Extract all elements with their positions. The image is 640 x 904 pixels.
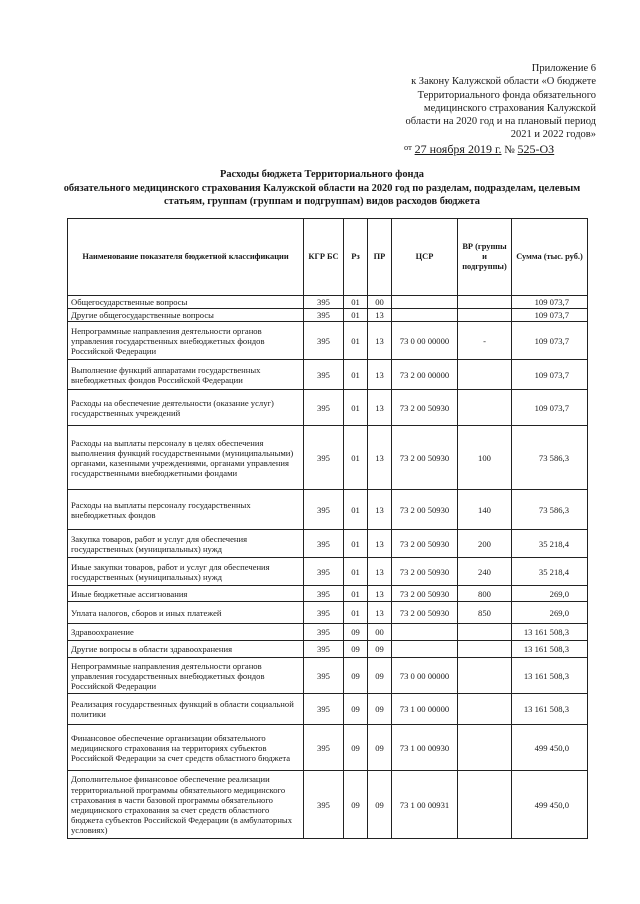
table-row	[68, 694, 588, 725]
cell-sum: 109 073,7	[512, 360, 588, 390]
law-dateline	[404, 142, 554, 157]
cell-pr: 13	[368, 530, 392, 558]
table-row	[68, 296, 588, 309]
cell-sum: 109 073,7	[512, 309, 588, 322]
cell-kgrbs: 395	[304, 602, 344, 624]
cell-vr	[458, 390, 512, 426]
cell-vr	[458, 360, 512, 390]
header-pr: ПР	[368, 219, 392, 296]
cell-rz: 01	[344, 602, 368, 624]
cell-vr	[458, 624, 512, 641]
cell-rz: 09	[344, 641, 368, 658]
header-name: Наименование показателя бюджетной классификации	[68, 219, 304, 296]
appendix-line: Территориального фонда обязательного	[417, 89, 596, 101]
table-row	[68, 586, 588, 602]
cell-rz: 01	[344, 322, 368, 360]
table-row	[68, 624, 588, 641]
cell-rz: 01	[344, 360, 368, 390]
table-row	[68, 641, 588, 658]
cell-sum: 269,0	[512, 602, 588, 624]
cell-vr	[458, 771, 512, 839]
cell-kgrbs: 395	[304, 296, 344, 309]
cell-name: Реализация государственных функций в области социальной политики	[68, 694, 304, 725]
cell-vr	[458, 725, 512, 771]
cell-rz: 01	[344, 390, 368, 426]
cell-sum: 499 450,0	[512, 725, 588, 771]
cell-vr: 140	[458, 490, 512, 530]
table-row	[68, 725, 588, 771]
cell-kgrbs: 395	[304, 426, 344, 490]
cell-rz: 09	[344, 624, 368, 641]
cell-kgrbs: 395	[304, 694, 344, 725]
cell-sum: 13 161 508,3	[512, 624, 588, 641]
cell-name: Иные бюджетные ассигнования	[68, 586, 304, 602]
cell-rz: 09	[344, 694, 368, 725]
table-row	[68, 490, 588, 530]
cell-rz: 01	[344, 426, 368, 490]
cell-name: Расходы на выплаты персоналу в целях обеспечения выполнения функций государственными (муниципальными) органами, казенными учреждениями, органами управления государственными внебюджетными фондами	[68, 426, 304, 490]
cell-pr: 09	[368, 658, 392, 694]
cell-csr: 73 1 00 00000	[392, 694, 458, 725]
cell-name: Непрограммные направления деятельности органов управления государственных внебюджетных фондов Российской Федерации	[68, 658, 304, 694]
cell-name: Иные закупки товаров, работ и услуг для обеспечения государственных (муниципальных) нужд	[68, 558, 304, 586]
cell-rz: 09	[344, 658, 368, 694]
cell-kgrbs: 395	[304, 558, 344, 586]
cell-pr: 00	[368, 296, 392, 309]
cell-name: Уплата налогов, сборов и иных платежей	[68, 602, 304, 624]
cell-name: Общегосударственные вопросы	[68, 296, 304, 309]
appendix-line: Приложение 6	[531, 63, 596, 74]
cell-sum: 13 161 508,3	[512, 641, 588, 658]
cell-rz: 01	[344, 558, 368, 586]
cell-csr: 73 2 00 50930	[392, 490, 458, 530]
cell-pr: 13	[368, 426, 392, 490]
cell-kgrbs: 395	[304, 322, 344, 360]
cell-pr: 09	[368, 725, 392, 771]
cell-vr: 100	[458, 426, 512, 490]
cell-sum: 269,0	[512, 586, 588, 602]
cell-vr: 200	[458, 530, 512, 558]
cell-kgrbs: 395	[304, 309, 344, 322]
dateline-from: от	[404, 142, 412, 152]
cell-rz: 09	[344, 725, 368, 771]
cell-pr: 09	[368, 771, 392, 839]
cell-sum: 499 450,0	[512, 771, 588, 839]
header-vr: ВР (группы и подгруппы)	[458, 219, 512, 296]
cell-name: Другие общегосударственные вопросы	[68, 309, 304, 322]
cell-sum: 109 073,7	[512, 322, 588, 360]
cell-csr: 73 1 00 00931	[392, 771, 458, 839]
cell-vr: -	[458, 322, 512, 360]
cell-rz: 01	[344, 490, 368, 530]
cell-kgrbs: 395	[304, 624, 344, 641]
cell-pr: 13	[368, 309, 392, 322]
table-row	[68, 390, 588, 426]
cell-pr: 09	[368, 641, 392, 658]
cell-pr: 13	[368, 490, 392, 530]
cell-sum: 35 218,4	[512, 530, 588, 558]
cell-sum: 109 073,7	[512, 390, 588, 426]
header-sum: Сумма (тыс. руб.)	[512, 219, 588, 296]
cell-name: Непрограммные направления деятельности органов управления государственных внебюджетных фондов Российской Федерации	[68, 322, 304, 360]
table-header-row	[68, 219, 588, 296]
cell-kgrbs: 395	[304, 771, 344, 839]
cell-kgrbs: 395	[304, 586, 344, 602]
cell-kgrbs: 395	[304, 490, 344, 530]
cell-kgrbs: 395	[304, 390, 344, 426]
appendix-line: медицинского страхования Калужской	[423, 102, 596, 114]
table-row	[68, 558, 588, 586]
cell-sum: 13 161 508,3	[512, 658, 588, 694]
cell-name: Расходы на выплаты персоналу государственных внебюджетных фондов	[68, 490, 304, 530]
cell-vr	[458, 658, 512, 694]
cell-vr	[458, 296, 512, 309]
cell-kgrbs: 395	[304, 641, 344, 658]
cell-vr: 800	[458, 586, 512, 602]
law-date: 27 ноября 2019 г.	[414, 142, 502, 156]
cell-csr: 73 0 00 00000	[392, 658, 458, 694]
cell-sum: 35 218,4	[512, 558, 588, 586]
budget-table	[67, 218, 588, 839]
table-row	[68, 530, 588, 558]
cell-kgrbs: 395	[304, 658, 344, 694]
cell-pr: 13	[368, 602, 392, 624]
cell-vr	[458, 694, 512, 725]
table-row	[68, 771, 588, 839]
cell-vr	[458, 641, 512, 658]
appendix-line: области на 2020 год и на плановый период	[405, 116, 596, 128]
cell-csr	[392, 624, 458, 641]
cell-pr: 13	[368, 322, 392, 360]
appendix-header	[406, 62, 596, 142]
law-number: 525-ОЗ	[517, 142, 555, 156]
cell-pr: 13	[368, 390, 392, 426]
cell-csr: 73 2 00 50930	[392, 530, 458, 558]
cell-name: Расходы на обеспечение деятельности (оказание услуг) государственных учреждений	[68, 390, 304, 426]
cell-csr: 73 2 00 50930	[392, 426, 458, 490]
table-row	[68, 322, 588, 360]
cell-csr: 73 2 00 50930	[392, 558, 458, 586]
document-title	[62, 168, 582, 209]
table-row	[68, 602, 588, 624]
cell-name: Дополнительное финансовое обеспечение реализации территориальной программы обязательного медицинского страхования в части базовой программы обязательного медицинского страхования за счет средств областного бюджета субъектов Российской Федерации (в амбулаторных условиях)	[68, 771, 304, 839]
cell-sum: 13 161 508,3	[512, 694, 588, 725]
cell-csr: 73 0 00 00000	[392, 322, 458, 360]
cell-csr: 73 2 00 00000	[392, 360, 458, 390]
header-csr: ЦСР	[392, 219, 458, 296]
cell-csr: 73 1 00 00930	[392, 725, 458, 771]
cell-vr: 850	[458, 602, 512, 624]
cell-rz: 09	[344, 771, 368, 839]
cell-csr: 73 2 00 50930	[392, 390, 458, 426]
cell-sum: 73 586,3	[512, 490, 588, 530]
cell-pr: 13	[368, 360, 392, 390]
title-line-2: обязательного медицинского страхования Калужской области на 2020 год по разделам, подразделам, целевым статьям, группам (группам и подгруппам) видов расходов бюджета	[63, 182, 581, 208]
cell-csr	[392, 641, 458, 658]
cell-csr	[392, 309, 458, 322]
cell-sum: 73 586,3	[512, 426, 588, 490]
table-row	[68, 658, 588, 694]
cell-csr: 73 2 00 50930	[392, 602, 458, 624]
cell-name: Другие вопросы в области здравоохранения	[68, 641, 304, 658]
cell-rz: 01	[344, 586, 368, 602]
appendix-line: к Закону Калужской области «О бюджете	[411, 76, 596, 88]
table-row	[68, 360, 588, 390]
cell-kgrbs: 395	[304, 725, 344, 771]
cell-pr: 13	[368, 586, 392, 602]
title-line-1: Расходы бюджета Территориального фонда	[220, 169, 424, 180]
cell-name: Здравоохранение	[68, 624, 304, 641]
cell-rz: 01	[344, 309, 368, 322]
table-row	[68, 309, 588, 322]
cell-csr: 73 2 00 50930	[392, 586, 458, 602]
cell-name: Финансовое обеспечение организации обязательного медицинского страхования на территориях субъектов Российской Федерации за счет средств областного бюджета	[68, 725, 304, 771]
cell-kgrbs: 395	[304, 360, 344, 390]
number-sign: №	[504, 144, 515, 156]
cell-name: Закупка товаров, работ и услуг для обеспечения государственных (муниципальных) нужд	[68, 530, 304, 558]
cell-kgrbs: 395	[304, 530, 344, 558]
cell-rz: 01	[344, 530, 368, 558]
header-rz: Рз	[344, 219, 368, 296]
cell-sum: 109 073,7	[512, 296, 588, 309]
cell-pr: 00	[368, 624, 392, 641]
appendix-line: 2021 и 2022 годов»	[510, 129, 596, 141]
cell-vr: 240	[458, 558, 512, 586]
header-kgrbs: КГР БС	[304, 219, 344, 296]
cell-pr: 09	[368, 694, 392, 725]
cell-pr: 13	[368, 558, 392, 586]
cell-name: Выполнение функций аппаратами государственных внебюджетных фондов Российской Федерации	[68, 360, 304, 390]
table-row	[68, 426, 588, 490]
cell-csr	[392, 296, 458, 309]
cell-vr	[458, 309, 512, 322]
cell-rz: 01	[344, 296, 368, 309]
